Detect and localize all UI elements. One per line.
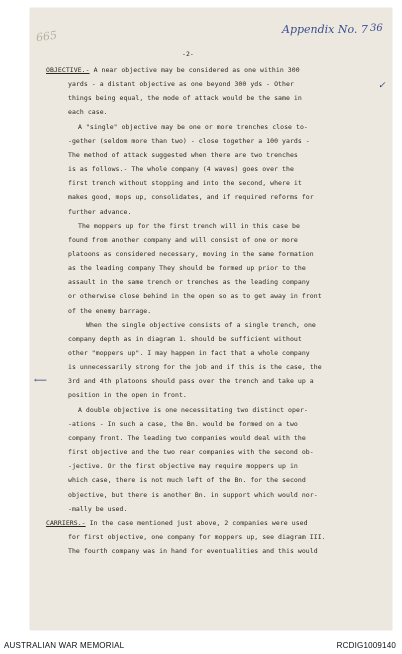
body-line: things being equal, the mode of attack would be the same in bbox=[68, 94, 302, 103]
body-line: each case. bbox=[68, 108, 108, 117]
body-line: position in the open in front. bbox=[68, 391, 187, 400]
archive-stamp-number: 665 bbox=[35, 28, 58, 45]
body-line: company front. The leading two companies would deal with the bbox=[68, 433, 306, 442]
body-line: -gether (seldom more than two) - close together a 100 yards - bbox=[68, 136, 310, 145]
appendix-label: Appendix No. 7 bbox=[282, 23, 368, 36]
body-line: When the single objective consists of a single trench, one bbox=[86, 320, 316, 329]
folio-number: 36 bbox=[370, 23, 383, 34]
body-line: which case, there is not much left of the Bn. for the second bbox=[68, 476, 306, 485]
body-line: first objective and the two rear companies with the second ob- bbox=[68, 448, 314, 457]
margin-tick-mark: ✓ bbox=[378, 81, 386, 91]
body-line: further advance. bbox=[68, 207, 132, 216]
body-line: A "single" objective may be one or more trenches close to- bbox=[78, 122, 308, 131]
body-line: or otherwise close behind in the open so as to get away in front bbox=[68, 292, 322, 301]
footer-left: AUSTRALIAN WAR MEMORIAL bbox=[4, 641, 125, 650]
body-line: CARRIERS.- In the case mentioned just above, 2 companies were used bbox=[46, 518, 308, 527]
margin-arrow-mark: ⟵ bbox=[34, 376, 47, 386]
body-line: -jective. Or the first objective may require moppers up in bbox=[68, 462, 298, 471]
body-line: assault in the same trench or trenches as the leading company bbox=[68, 278, 310, 287]
body-line: makes good, mops up, consolidates, and if required reforms for bbox=[68, 193, 314, 202]
page-number: -2- bbox=[182, 50, 194, 58]
section-heading: CARRIERS.- bbox=[46, 518, 86, 527]
body-line: The moppers up for the first trench will in this case be bbox=[78, 221, 300, 230]
body-line: other "moppers up". I may happen in fact that a whole company bbox=[68, 349, 310, 357]
body-line: The fourth company was in hand for eventualities and this would bbox=[68, 547, 318, 556]
body-line: is as follows.- The whole company (4 waves) goes over the bbox=[68, 165, 294, 174]
body-line: -ations - In such a case, the Bn. would be formed on a two bbox=[68, 419, 298, 428]
body-line: OBJECTIVE.- A near objective may be considered as one within 300 bbox=[46, 66, 300, 74]
body-line: first trench without stopping and into the second, where it bbox=[68, 179, 302, 188]
body-line: platoons as considered necessary, moving in the same formation bbox=[68, 249, 314, 258]
body-line: A double objective is one necessitating two distinct oper- bbox=[78, 405, 308, 414]
body-line: -mally be used. bbox=[68, 504, 128, 513]
body-line: company depth as in diagram 1. should be sufficient without bbox=[68, 334, 302, 343]
body-line: as the leading company They should be formed up prior to the bbox=[68, 264, 306, 273]
body-line: yards - a distant objective as one beyond 300 yds - Other bbox=[68, 80, 294, 89]
body-line: objective, but there is another Bn. in support which would nor- bbox=[68, 490, 318, 499]
body-line: of the enemy barrage. bbox=[68, 306, 152, 315]
body-line: found from another company and will consist of one or more bbox=[68, 235, 298, 244]
body-line: for first objective, one company for moppers up, see diagram III. bbox=[68, 532, 326, 541]
body-line: The method of attack suggested when there are two trenches bbox=[68, 150, 298, 159]
footer-right: RCDIG1009140 bbox=[336, 641, 396, 650]
body-line: is unnecessarily strong for the job and if this is the case, the bbox=[68, 363, 322, 372]
body-line: 3rd and 4th platoons should pass over the trench and take up a bbox=[68, 377, 314, 386]
section-heading: OBJECTIVE.- bbox=[46, 66, 90, 74]
